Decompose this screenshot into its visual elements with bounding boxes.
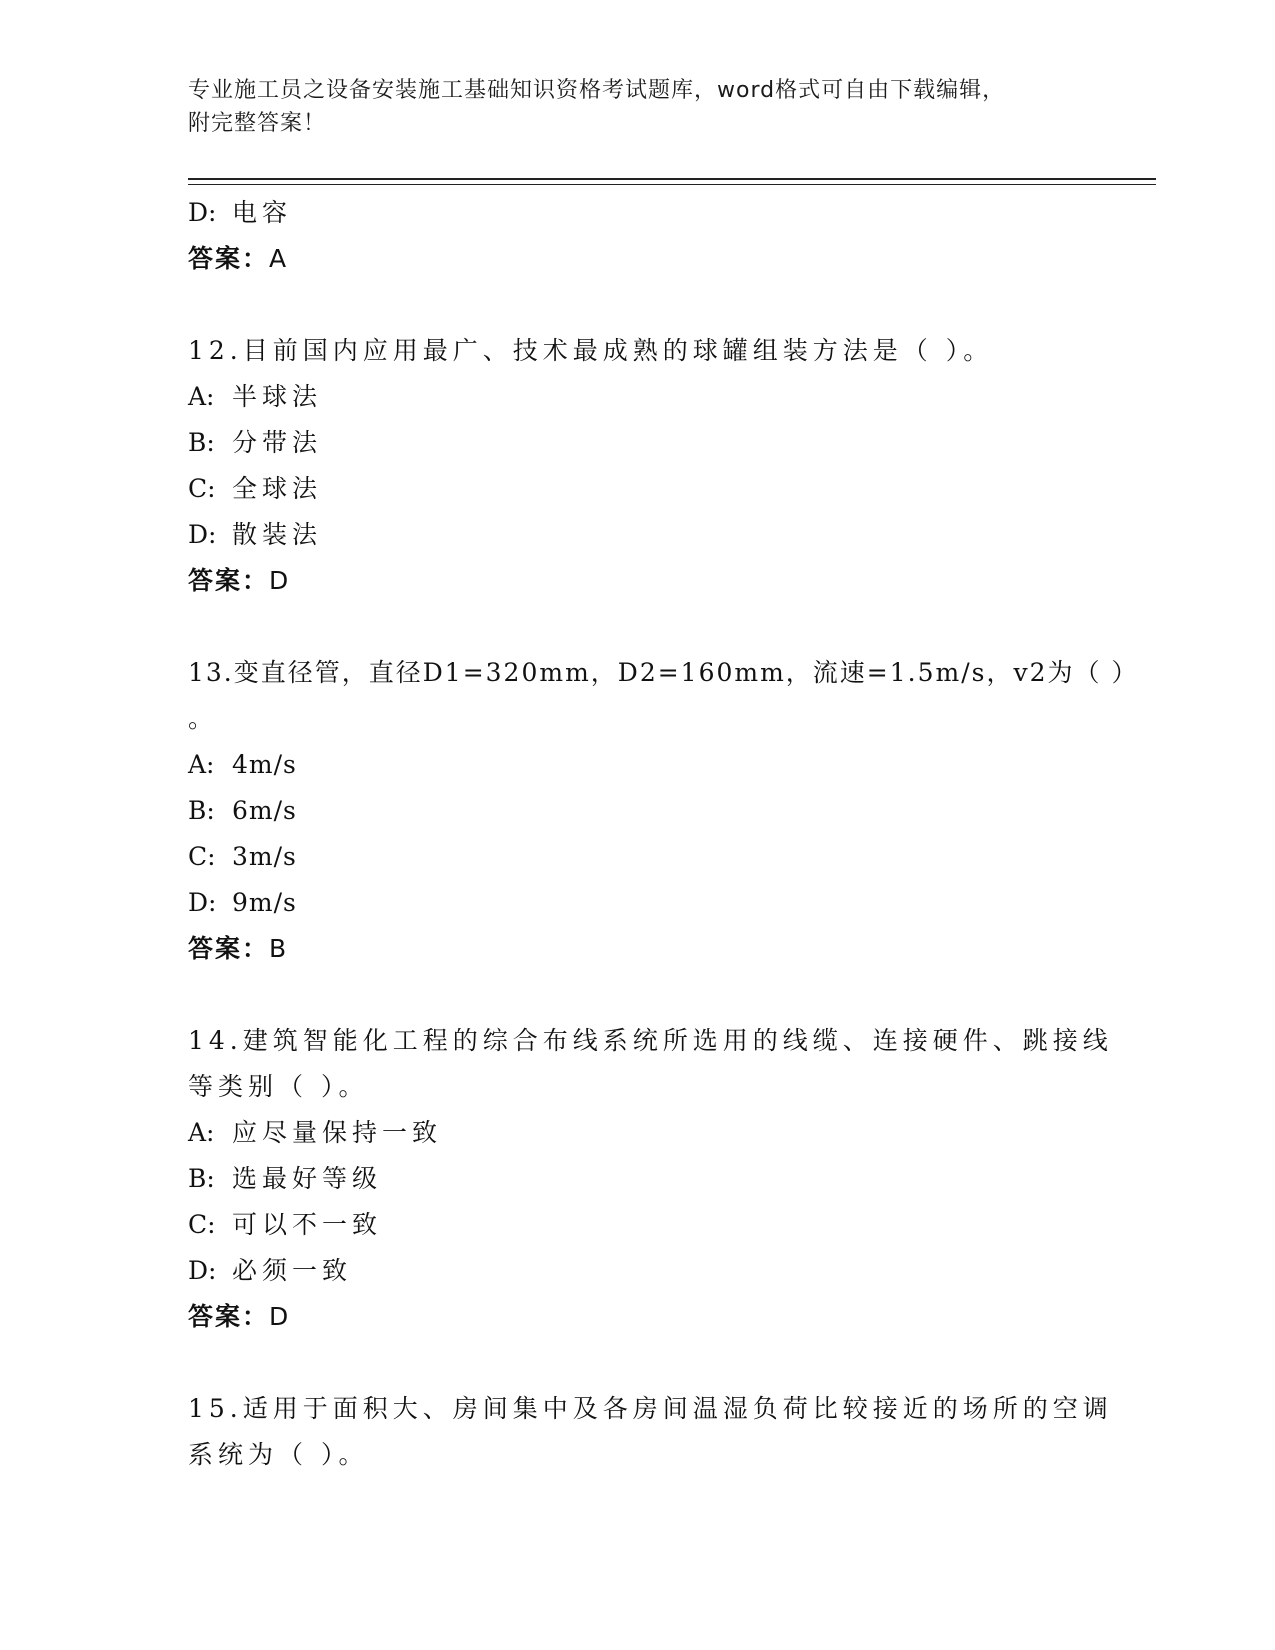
option-text: 6m/s — [232, 796, 297, 825]
option-key: A: — [188, 1118, 215, 1147]
answer-value: D — [269, 566, 291, 595]
option-key: D: — [188, 1256, 217, 1285]
option-key: B: — [188, 428, 215, 457]
q13-option-a — [188, 742, 1088, 788]
answer-label: 答案： — [188, 934, 270, 963]
option-key: C: — [188, 474, 216, 503]
q14-text-line-1: 14.建筑智能化工程的综合布线系统所选用的线缆、连接硬件、跳接线 — [188, 1026, 1113, 1055]
header-line-1: 专业施工员之设备安装施工基础知识资格考试题库，word格式可自由下载编辑， — [188, 78, 1006, 103]
option-key: D: — [188, 888, 217, 917]
option-key: A: — [188, 750, 215, 779]
q14-option-c — [188, 1202, 1088, 1248]
option-key: A: — [188, 382, 215, 411]
q15-text-line-1: 15.适用于面积大、房间集中及各房间温湿负荷比较接近的场所的空调 — [188, 1394, 1113, 1423]
header-divider-thick — [188, 178, 1156, 180]
q12-answer — [188, 558, 1088, 604]
header-divider-thin — [188, 184, 1156, 185]
option-text: 电容 — [232, 198, 293, 227]
answer-value: B — [269, 934, 289, 963]
option-key: C: — [188, 1210, 216, 1239]
option-key: C: — [188, 842, 216, 871]
question-list — [188, 190, 1139, 1478]
q14-answer — [188, 1294, 1088, 1340]
q13-answer — [188, 926, 1088, 972]
q11-answer — [188, 236, 1088, 282]
answer-label: 答案： — [188, 566, 270, 595]
q13-option-c — [188, 834, 1088, 880]
q12-option-b — [188, 420, 1088, 466]
q15-text-line-2: 系统为（ ）。 — [188, 1440, 369, 1469]
q12-option-d — [188, 512, 1088, 558]
answer-value: D — [269, 1302, 291, 1331]
option-text: 9m/s — [232, 888, 297, 917]
q14-option-a — [188, 1110, 1088, 1156]
option-text: 半球法 — [232, 382, 323, 411]
answer-label: 答案： — [188, 244, 270, 273]
option-text: 散装法 — [232, 520, 323, 549]
q14-option-b — [188, 1156, 1088, 1202]
q12-option-c — [188, 466, 1088, 512]
option-text: 4m/s — [232, 750, 297, 779]
option-text: 可以不一致 — [232, 1210, 383, 1239]
q14-option-d — [188, 1248, 1088, 1294]
option-text: 选最好等级 — [232, 1164, 383, 1193]
option-text: 全球法 — [232, 474, 323, 503]
option-text: 必须一致 — [232, 1256, 353, 1285]
q12-option-a — [188, 374, 1088, 420]
q13-text-line-2: 。 — [188, 704, 219, 733]
q12-text: 12.目前国内应用最广、技术最成熟的球罐组装方法是（ ）。 — [188, 336, 994, 365]
answer-value: A — [269, 244, 289, 273]
q11-option-d — [188, 190, 1088, 236]
option-text: 分带法 — [232, 428, 323, 457]
header-line-2: 附完整答案！ — [188, 111, 327, 136]
option-key: B: — [188, 796, 215, 825]
q13-text-line-1: 13.变直径管，直径D1=320mm，D2=160mm，流速=1.5m/s，v2为（ ） — [188, 658, 1139, 687]
option-key: B: — [188, 1164, 215, 1193]
q13-option-b — [188, 788, 1088, 834]
answer-label: 答案： — [188, 1302, 270, 1331]
q13-option-d — [188, 880, 1088, 926]
option-text: 应尽量保持一致 — [232, 1118, 443, 1147]
q14-text-line-2: 等类别（ ）。 — [188, 1072, 369, 1101]
option-text: 3m/s — [232, 842, 297, 871]
option-key: D: — [188, 520, 217, 549]
option-key: D: — [188, 198, 217, 227]
page-header — [188, 74, 1088, 140]
